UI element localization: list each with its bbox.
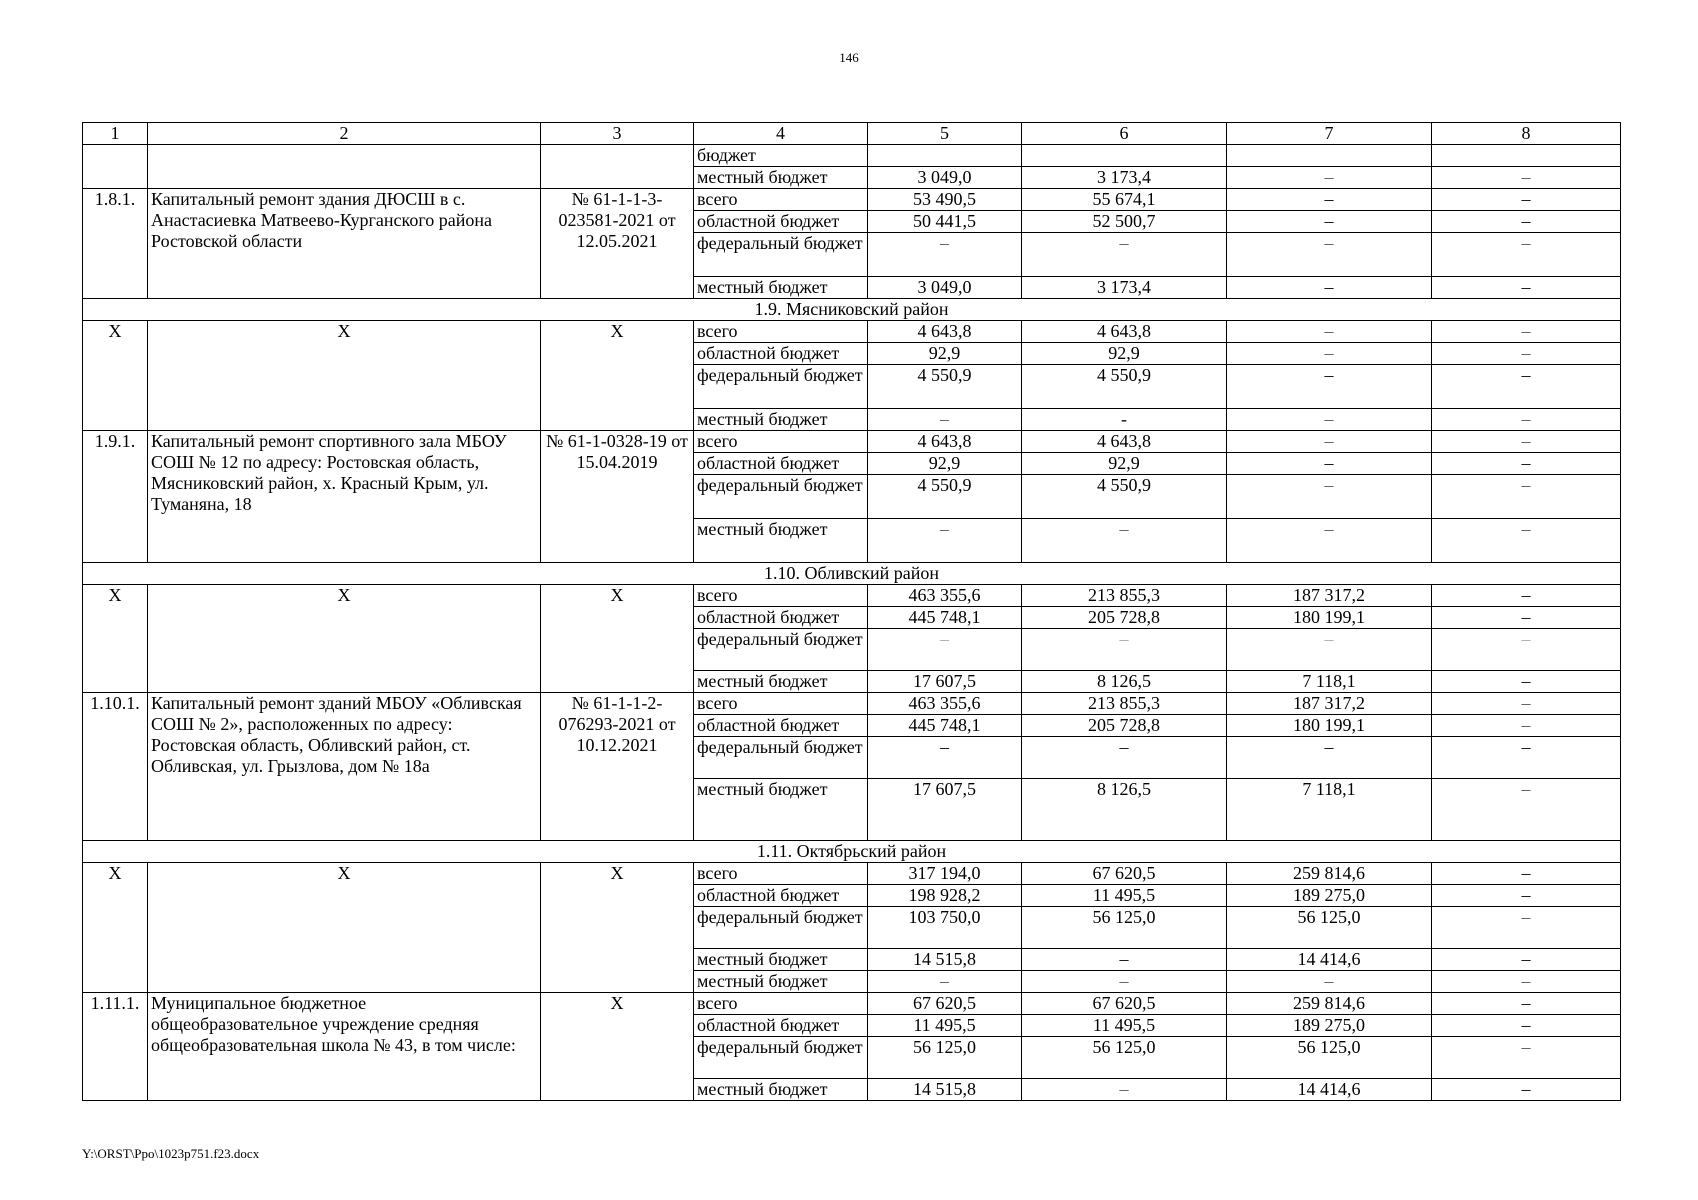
row-number: 1.9.1. (83, 431, 148, 563)
row-number: 1.10.1. (83, 693, 148, 841)
col-header: 3 (541, 123, 694, 145)
fin-label: областной бюджет (694, 715, 868, 737)
cell-dash: – (868, 737, 1022, 779)
cell-dash: – (1432, 779, 1621, 841)
cell-value: 103 750,0 (868, 907, 1022, 949)
cell-value: 198 928,2 (868, 885, 1022, 907)
cell-dash: – (1432, 737, 1621, 779)
budget-table (82, 122, 1621, 1101)
table-row (83, 321, 1621, 343)
table-row (83, 585, 1621, 607)
row-number: 1.11.1. (83, 993, 148, 1101)
cell-value: 4 643,8 (1022, 431, 1227, 453)
cell-value: 213 855,3 (1022, 585, 1227, 607)
cell-dash: – (868, 409, 1022, 431)
section-title: 1.10. Обливский район (83, 563, 1621, 585)
section-title: 1.11. Октябрьский район (83, 841, 1621, 863)
cell-dash: – (1022, 949, 1227, 971)
cell-value: 205 728,8 (1022, 715, 1227, 737)
cell-value: 205 728,8 (1022, 607, 1227, 629)
table-row (83, 431, 1621, 453)
table-header-row (83, 123, 1621, 145)
cell-value: 7 118,1 (1227, 671, 1432, 693)
cell-dash: – (1227, 321, 1432, 343)
col-header: 2 (148, 123, 541, 145)
cell-value: 4 643,8 (868, 431, 1022, 453)
cell-value: 56 125,0 (1227, 907, 1432, 949)
fin-label: всего (694, 585, 868, 607)
cell-value: 7 118,1 (1227, 779, 1432, 841)
col-header: 5 (868, 123, 1022, 145)
col-header: 6 (1022, 123, 1227, 145)
cell-dash: – (1022, 1079, 1227, 1101)
section-row (83, 299, 1621, 321)
fin-label: федеральный бюджет (694, 1037, 868, 1079)
cell-hyphen: - (1022, 409, 1227, 431)
cell-value: 14 515,8 (868, 949, 1022, 971)
cell-value: 213 855,3 (1022, 693, 1227, 715)
cell-value: 3 173,4 (1022, 167, 1227, 189)
fin-label: всего (694, 863, 868, 885)
cell-dash: – (1432, 993, 1621, 1015)
cell-value: 56 125,0 (1022, 1037, 1227, 1079)
cell-value: 187 317,2 (1227, 585, 1432, 607)
cell-x: Х (83, 863, 148, 993)
cell-dash: – (1227, 475, 1432, 519)
table-row (83, 189, 1621, 211)
fin-label: областной бюджет (694, 1015, 868, 1037)
cell-dash: – (1227, 431, 1432, 453)
fin-label: местный бюджет (694, 949, 868, 971)
cell-value: 92,9 (1022, 453, 1227, 475)
cell-x: Х (541, 863, 694, 993)
fin-label: областной бюджет (694, 453, 868, 475)
cell-value: 317 194,0 (868, 863, 1022, 885)
cell-value: 3 049,0 (868, 167, 1022, 189)
cell-value: 17 607,5 (868, 671, 1022, 693)
cell-value: 67 620,5 (868, 993, 1022, 1015)
fin-label: областной бюджет (694, 885, 868, 907)
document-number: № 61-1-1-2-076293-2021 от 10.12.2021 (541, 693, 694, 841)
row-number: 1.8.1. (83, 189, 148, 299)
cell-dash: – (1227, 519, 1432, 563)
cell-dash: – (868, 971, 1022, 993)
cell-value: 17 607,5 (868, 779, 1022, 841)
col-header: 4 (694, 123, 868, 145)
object-name: Капитальный ремонт зданий МБОУ «Обливская СОШ № 2», расположенных по адресу: Ростовская область, Обливский район, ст. Обливская, ул. Грызлова, дом № 18а (148, 693, 541, 841)
cell-value: 4 643,8 (868, 321, 1022, 343)
cell-dash: – (1227, 453, 1432, 475)
cell-dash: – (1432, 671, 1621, 693)
cell-x: Х (148, 863, 541, 993)
cell-value: 445 748,1 (868, 715, 1022, 737)
file-path-footer: Y:\ORST\Ppo\1023p751.f23.docx (82, 1146, 260, 1161)
cell-value: 189 275,0 (1227, 1015, 1432, 1037)
cell-dash: – (1227, 365, 1432, 409)
fin-label: местный бюджет (694, 671, 868, 693)
cell-dash: – (1432, 1015, 1621, 1037)
fin-label: местный бюджет (694, 971, 868, 993)
col-header: 8 (1432, 123, 1621, 145)
object-name: Муниципальное бюджетное общеобразовательное учреждение средняя общеобразовательная школа № 43, в том числе: (148, 993, 541, 1101)
fin-label: всего (694, 189, 868, 211)
cell-value: 92,9 (1022, 343, 1227, 365)
object-name: Капитальный ремонт здания ДЮСШ в с. Анастасиевка Матвеево-Курганского района Ростовской области (148, 189, 541, 299)
cell-value: 4 550,9 (868, 365, 1022, 409)
cell-x: Х (148, 585, 541, 693)
cell-dash: – (1432, 277, 1621, 299)
cell-dash: – (1432, 233, 1621, 277)
cell-value: 4 550,9 (1022, 365, 1227, 409)
fin-label: местный бюджет (694, 519, 868, 563)
cell-dash: – (1432, 1079, 1621, 1101)
cell-value: 463 355,6 (868, 693, 1022, 715)
cell-dash: – (1227, 343, 1432, 365)
cell-value: 11 495,5 (1022, 885, 1227, 907)
document-number: № 61-1-1-3-023581-2021 от 12.05.2021 (541, 189, 694, 299)
cell-value: 445 748,1 (868, 607, 1022, 629)
cell-value: 463 355,6 (868, 585, 1022, 607)
cell-dash: – (1432, 629, 1621, 671)
fin-label: местный бюджет (694, 409, 868, 431)
fin-label: федеральный бюджет (694, 233, 868, 277)
table-row (83, 145, 1621, 167)
cell-dash: – (1432, 519, 1621, 563)
cell-value: 14 515,8 (868, 1079, 1022, 1101)
cell-value: 189 275,0 (1227, 885, 1432, 907)
fin-label: всего (694, 431, 868, 453)
cell-x: Х (541, 321, 694, 431)
cell-value: 67 620,5 (1022, 863, 1227, 885)
cell-x: Х (541, 585, 694, 693)
fin-label: местный бюджет (694, 277, 868, 299)
cell-value: 92,9 (868, 453, 1022, 475)
cell-dash: – (1227, 167, 1432, 189)
cell-value: 8 126,5 (1022, 671, 1227, 693)
cell-dash: – (1432, 167, 1621, 189)
object-name: Капитальный ремонт спортивного зала МБОУ СОШ № 12 по адресу: Ростовская область, Мясниковский район, х. Красный Крым, ул. Туманяна, 18 (148, 431, 541, 563)
cell-dash: – (1432, 453, 1621, 475)
fin-label: федеральный бюджет (694, 629, 868, 671)
fin-label: всего (694, 693, 868, 715)
cell-dash: – (868, 519, 1022, 563)
fin-label: областной бюджет (694, 607, 868, 629)
cell-dash: – (1432, 343, 1621, 365)
cell-dash: – (1432, 885, 1621, 907)
document-number: № 61-1-0328-19 от 15.04.2019 (541, 431, 694, 563)
cell-dash: – (1432, 693, 1621, 715)
fin-label: областной бюджет (694, 343, 868, 365)
cell-value: 8 126,5 (1022, 779, 1227, 841)
fin-label: местный бюджет (694, 1079, 868, 1101)
cell-value: 4 643,8 (1022, 321, 1227, 343)
cell-dash: – (1227, 233, 1432, 277)
cell-dash: – (1432, 907, 1621, 949)
cell-x: Х (83, 321, 148, 431)
fin-label: всего (694, 321, 868, 343)
fin-label: бюджет (694, 145, 868, 167)
cell-dash: – (1432, 607, 1621, 629)
cell-dash: – (868, 233, 1022, 277)
cell-dash: – (1432, 971, 1621, 993)
cell-value: 259 814,6 (1227, 863, 1432, 885)
cell-value: 259 814,6 (1227, 993, 1432, 1015)
cell-value: 56 125,0 (1022, 907, 1227, 949)
cell-value: 180 199,1 (1227, 607, 1432, 629)
cell-x: Х (148, 321, 541, 431)
cell-x: Х (83, 585, 148, 693)
fin-label: всего (694, 993, 868, 1015)
cell-value: 180 199,1 (1227, 715, 1432, 737)
section-row (83, 841, 1621, 863)
cell-value: 56 125,0 (868, 1037, 1022, 1079)
col-header: 1 (83, 123, 148, 145)
cell-dash: – (1432, 1037, 1621, 1079)
cell-value: 3 049,0 (868, 277, 1022, 299)
cell-value: 3 173,4 (1022, 277, 1227, 299)
cell-dash: – (1432, 409, 1621, 431)
cell-dash: – (1022, 971, 1227, 993)
table-row (83, 693, 1621, 715)
cell-dash: – (868, 629, 1022, 671)
cell-value: 11 495,5 (1022, 1015, 1227, 1037)
cell-dash: – (1227, 277, 1432, 299)
cell-dash: – (1432, 863, 1621, 885)
cell-dash: – (1227, 189, 1432, 211)
page-number: 146 (839, 50, 859, 65)
cell-value: 53 490,5 (868, 189, 1022, 211)
cell-dash: – (1432, 365, 1621, 409)
cell-dash: – (1432, 211, 1621, 233)
cell-dash: – (1022, 629, 1227, 671)
cell-dash: – (1432, 431, 1621, 453)
col-header: 7 (1227, 123, 1432, 145)
cell-value: 92,9 (868, 343, 1022, 365)
cell-dash: – (1432, 475, 1621, 519)
cell-x: Х (541, 993, 694, 1101)
table-row (83, 863, 1621, 885)
fin-label: местный бюджет (694, 167, 868, 189)
cell-dash: – (1227, 409, 1432, 431)
fin-label: федеральный бюджет (694, 737, 868, 779)
fin-label: местный бюджет (694, 779, 868, 841)
cell-dash: – (1432, 189, 1621, 211)
cell-dash: – (1022, 737, 1227, 779)
cell-dash: – (1227, 737, 1432, 779)
cell-dash: – (1227, 629, 1432, 671)
cell-value: 4 550,9 (1022, 475, 1227, 519)
fin-label: федеральный бюджет (694, 907, 868, 949)
cell-dash: – (1432, 321, 1621, 343)
cell-value: 11 495,5 (868, 1015, 1022, 1037)
cell-dash: – (1227, 211, 1432, 233)
fin-label: федеральный бюджет (694, 475, 868, 519)
cell-dash: – (1022, 233, 1227, 277)
cell-dash: – (1022, 519, 1227, 563)
cell-value: 187 317,2 (1227, 693, 1432, 715)
cell-value: 52 500,7 (1022, 211, 1227, 233)
fin-label: федеральный бюджет (694, 365, 868, 409)
cell-value: 56 125,0 (1227, 1037, 1432, 1079)
cell-dash: – (1432, 715, 1621, 737)
section-title: 1.9. Мясниковский район (83, 299, 1621, 321)
cell-value: 14 414,6 (1227, 949, 1432, 971)
cell-value: 67 620,5 (1022, 993, 1227, 1015)
cell-value: 50 441,5 (868, 211, 1022, 233)
section-row (83, 563, 1621, 585)
cell-dash: – (1432, 585, 1621, 607)
cell-dash: – (1227, 971, 1432, 993)
cell-dash: – (1432, 949, 1621, 971)
table-row (83, 993, 1621, 1015)
cell-value: 4 550,9 (868, 475, 1022, 519)
fin-label: областной бюджет (694, 211, 868, 233)
cell-value: 55 674,1 (1022, 189, 1227, 211)
cell-value: 14 414,6 (1227, 1079, 1432, 1101)
